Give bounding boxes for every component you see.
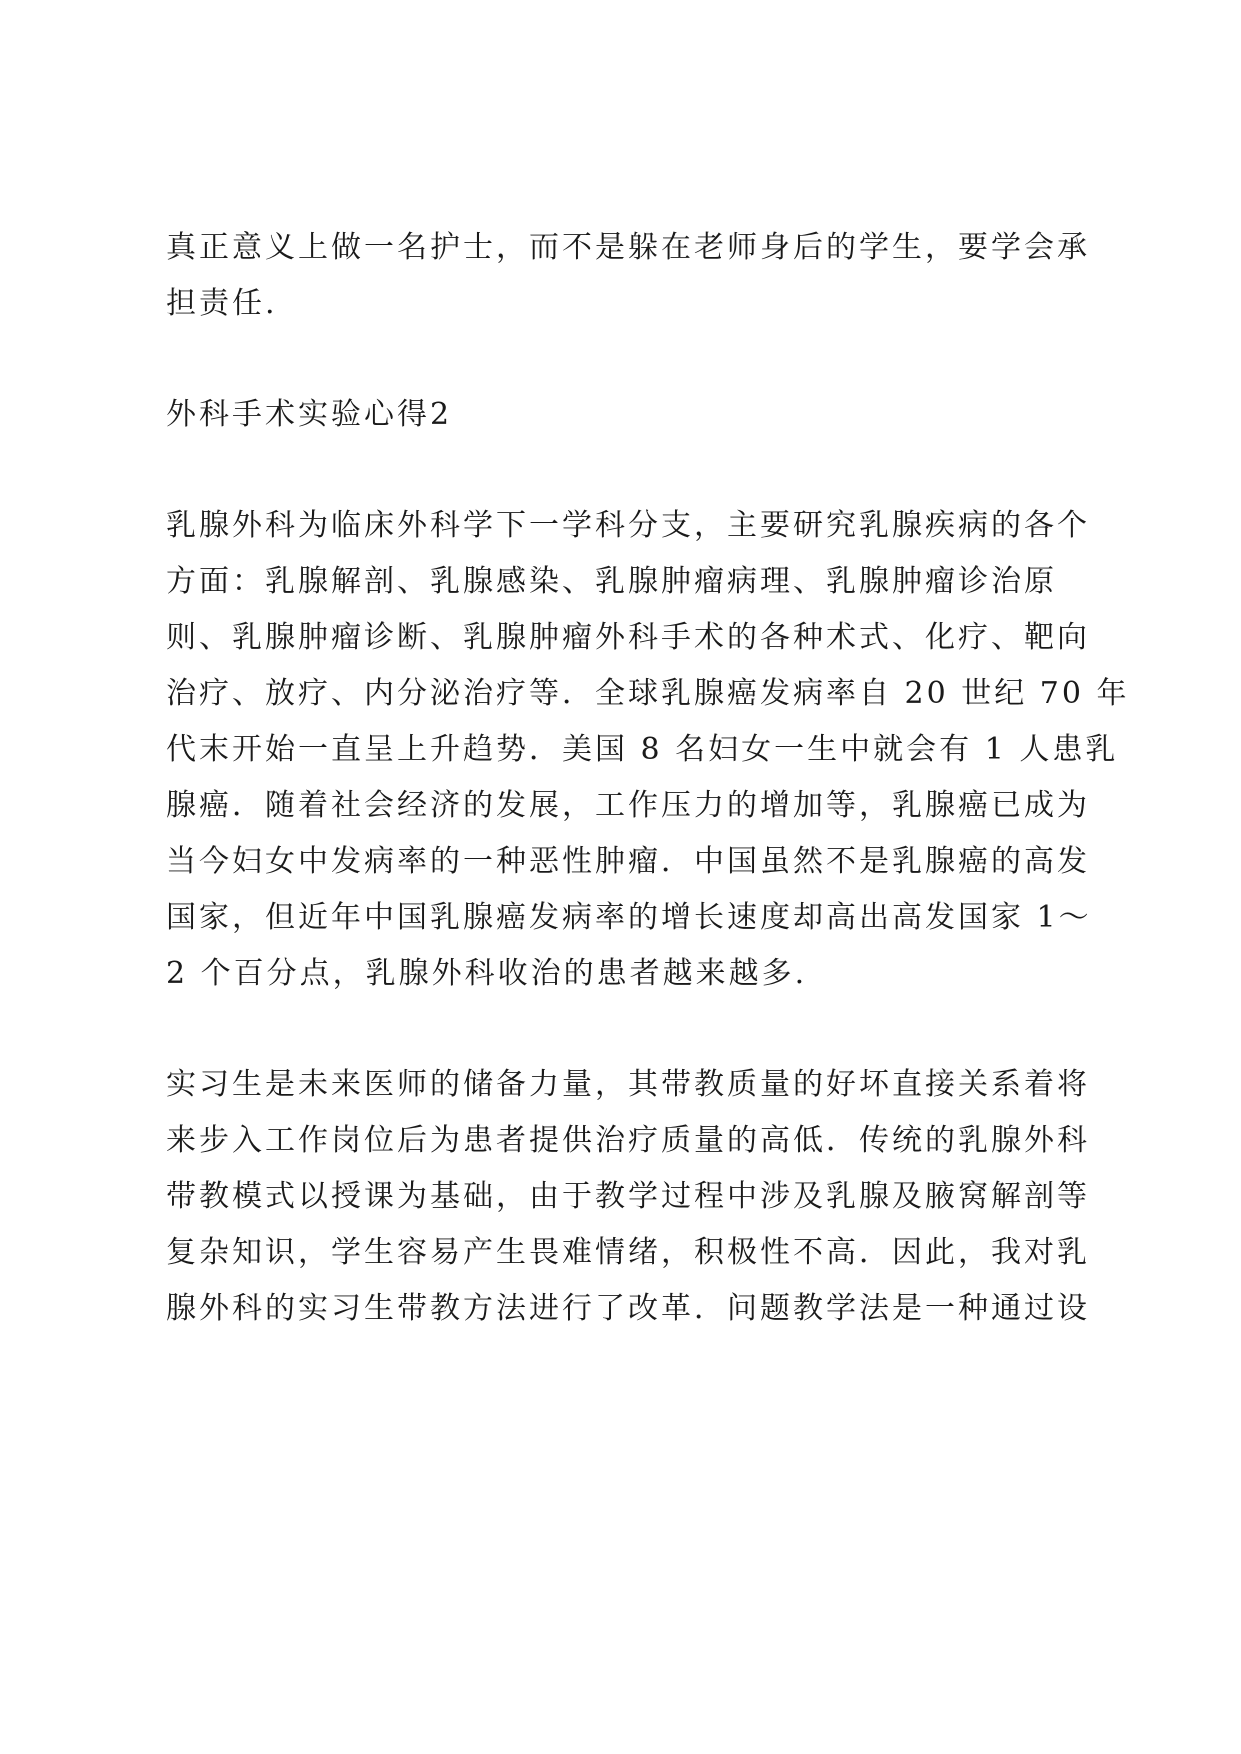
text-line: 2 个百分点，乳腺外科收治的患者越来越多.	[166, 956, 808, 991]
text-line: 腺癌．随着社会经济的发展，工作压力的增加等，乳腺癌已成为	[166, 788, 1090, 823]
document-body	[166, 220, 1130, 1337]
text-line: 方面：乳腺解剖、乳腺感染、乳腺肿瘤病理、乳腺肿瘤诊治原	[166, 564, 1057, 599]
paragraph-intern-teaching	[166, 1057, 1096, 1337]
text-line: 乳腺外科为临床外科学下一学科分支，主要研究乳腺疾病的各个	[166, 508, 1090, 543]
paragraph-spacer	[166, 332, 1096, 387]
text-line: 则、乳腺肿瘤诊断、乳腺肿瘤外科手术的各种术式、化疗、靶向	[166, 620, 1090, 655]
paragraph-responsibility	[166, 220, 1096, 332]
text-line: 担责任.	[166, 286, 278, 321]
text-line: 代末开始一直呈上升趋势．美国 8 名妇女一生中就会有 1 人患乳	[166, 732, 1119, 767]
paragraph-spacer	[166, 443, 1096, 498]
text-line: 带教模式以授课为基础，由于教学过程中涉及乳腺及腋窝解剖等	[166, 1179, 1090, 1214]
paragraph-spacer	[166, 1002, 1096, 1057]
text-line: 实习生是未来医师的储备力量，其带教质量的好坏直接关系着将	[166, 1067, 1090, 1102]
text-line: 真正意义上做一名护士，而不是躲在老师身后的学生，要学会承	[166, 230, 1090, 265]
paragraph-breast-surgery	[166, 498, 1130, 1002]
text-line: 复杂知识，学生容易产生畏难情绪，积极性不高．因此，我对乳	[166, 1235, 1090, 1270]
text-line: 当今妇女中发病率的一种恶性肿瘤．中国虽然不是乳腺癌的高发	[166, 844, 1090, 879]
text-line: 治疗、放疗、内分泌治疗等．全球乳腺癌发病率自 20 世纪 70 年	[166, 676, 1130, 711]
text-line: 国家，但近年中国乳腺癌发病率的增长速度却高出高发国家 1～	[166, 900, 1092, 935]
text-line: 腺外科的实习生带教方法进行了改革．问题教学法是一种通过设	[166, 1291, 1090, 1326]
text-line: 来步入工作岗位后为患者提供治疗质量的高低．传统的乳腺外科	[166, 1123, 1090, 1158]
section-heading: 外科手术实验心得2	[166, 397, 453, 432]
